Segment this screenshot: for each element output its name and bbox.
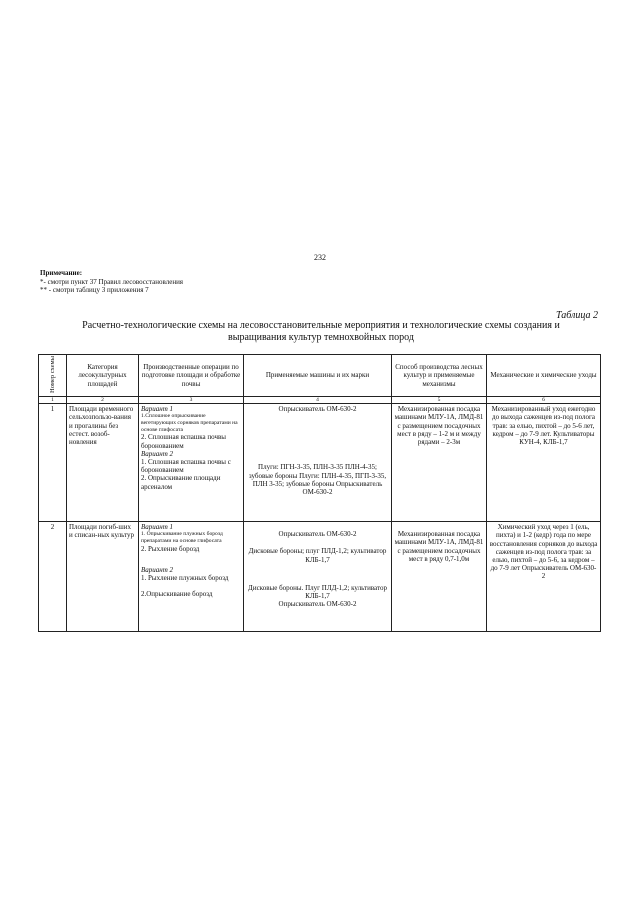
machine-item: Опрыскиватель ОМ-630-2	[278, 405, 357, 414]
variant-title: Вариант 2	[141, 565, 174, 574]
header-scheme-number: Номер схемы	[49, 356, 56, 393]
variant-title: Вариант 2	[141, 449, 174, 458]
variant-title: Вариант 1	[141, 405, 174, 414]
note-title: Примечание:	[40, 269, 83, 277]
table-row	[39, 404, 601, 522]
operation-item: 1. Опрыскивание плужных борозд препаратами на основе глифосата	[141, 531, 223, 545]
care-cell: Химический уход через 1 (ель, пихта) и 1-2 (кедр) года по мере восстановления сорняков до выхода саженцев из-под полога трав: за елью, пихтой – до 5-6, за кедром – до 7-9 лет Опрыскиватель ОМ-630-2	[487, 522, 601, 632]
header-method: Способ производства лесных культур и применяемые механизмы	[395, 363, 483, 388]
operation-item: 2. Сплошная вспашка почвы боронованием	[141, 433, 226, 450]
method-cell: Механизированная посадка машинами МЛУ-1А, ЛМД-81 с размещением посадочных мест в ряду – 1-2 м и между рядами – 2-3м	[392, 404, 487, 522]
schemes-table	[38, 354, 601, 632]
column-number: 6	[487, 397, 601, 404]
operation-item: 2. Рыхление борозд	[141, 544, 200, 553]
scheme-number: 1	[39, 404, 67, 522]
page-number: 232	[314, 253, 326, 262]
machine-item: Опрыскиватель ОМ-630-2	[278, 600, 357, 609]
scheme-number: 2	[39, 522, 67, 632]
column-number: 5	[392, 397, 487, 404]
header-operations: Производственные операции по подготовке площади и обработке почвы	[141, 363, 241, 388]
machines-cell	[244, 404, 392, 522]
machine-item: Плуги: ПГН-3-35, ПЛН-3-35 ПЛН-4-35; зубовые бороны Плуги: ПЛН-4-35, ПГП-3-35, ПЛН 3-35; зубовые бороны Опрыскиватель ОМ-630-2	[248, 463, 387, 496]
category-cell: Площади погиб-ших и списан-ных культур	[67, 522, 139, 632]
operation-item: 2. Опрыскивание площади арсеналом	[141, 474, 221, 491]
column-number: 2	[67, 397, 139, 404]
variant-title: Вариант 1	[141, 523, 174, 532]
care-cell: Механизированный уход ежегодно до выхода саженцев из-под полога трав: за елью, пихтой – до 5-6 лет, кедром – до 7-9 лет. Культиваторы КУН-4, КЛБ-1,7	[487, 404, 601, 522]
header-category: Категория лесокультурных площадей	[78, 363, 127, 388]
machine-item: Дисковые бороны. Плуг ПЛД-1,2; культиватор КЛБ-1,7	[248, 583, 387, 600]
operations-cell	[139, 522, 244, 632]
column-numbers-row	[39, 397, 601, 404]
note-line: *- смотри пункт 37 Правил лесовосстановления	[40, 277, 184, 286]
method-text: Механизированная посадка машинами МЛУ-1А, ЛМД-81 с размещением посадочных мест в ряду 0,7-1,0м	[394, 530, 484, 563]
table-header-row	[39, 355, 601, 397]
operation-item: 1. Рыхление плужных борозд	[141, 574, 229, 583]
machine-item: Опрыскиватель ОМ-630-2	[278, 530, 357, 539]
header-cell	[39, 355, 67, 397]
operations-cell	[139, 404, 244, 522]
header-cell	[244, 355, 392, 397]
table-label: Таблица 2	[556, 310, 598, 321]
header-machines: Применяемые машины и их марки	[265, 371, 370, 380]
machine-item: Дисковые бороны; плуг ПЛД-1,2; культиватор КЛБ-1,7	[248, 547, 387, 564]
method-cell	[392, 522, 487, 632]
category-cell: Площади временного сельхозпользо-вания и прогалины без естест. возоб-новления	[67, 404, 139, 522]
header-care: Механические и химические уходы	[490, 371, 597, 380]
table-row	[39, 522, 601, 632]
column-number: 4	[244, 397, 392, 404]
machines-cell	[244, 522, 392, 632]
header-cell	[67, 355, 139, 397]
header-cell	[139, 355, 244, 397]
operation-item: 1.Сплошное опрыскивание вегетирующих сорняков препаратами на основе глифосата	[141, 413, 238, 433]
note-line: ** - смотри таблицу 3 приложения 7	[40, 286, 149, 295]
column-number: 3	[139, 397, 244, 404]
note-block	[40, 269, 183, 295]
header-cell	[392, 355, 487, 397]
column-number: 1	[39, 397, 67, 404]
table-caption: Расчетно-технологические схемы на лесовосстановительные мероприятия и технологические схемы создания и выращивания культур темнохвойных пород	[82, 320, 560, 343]
operation-item: 2.Опрыскивание борозд	[141, 590, 213, 599]
header-cell	[487, 355, 601, 397]
operation-item: 1. Сплошная вспашка почвы с боронованием	[141, 458, 231, 475]
